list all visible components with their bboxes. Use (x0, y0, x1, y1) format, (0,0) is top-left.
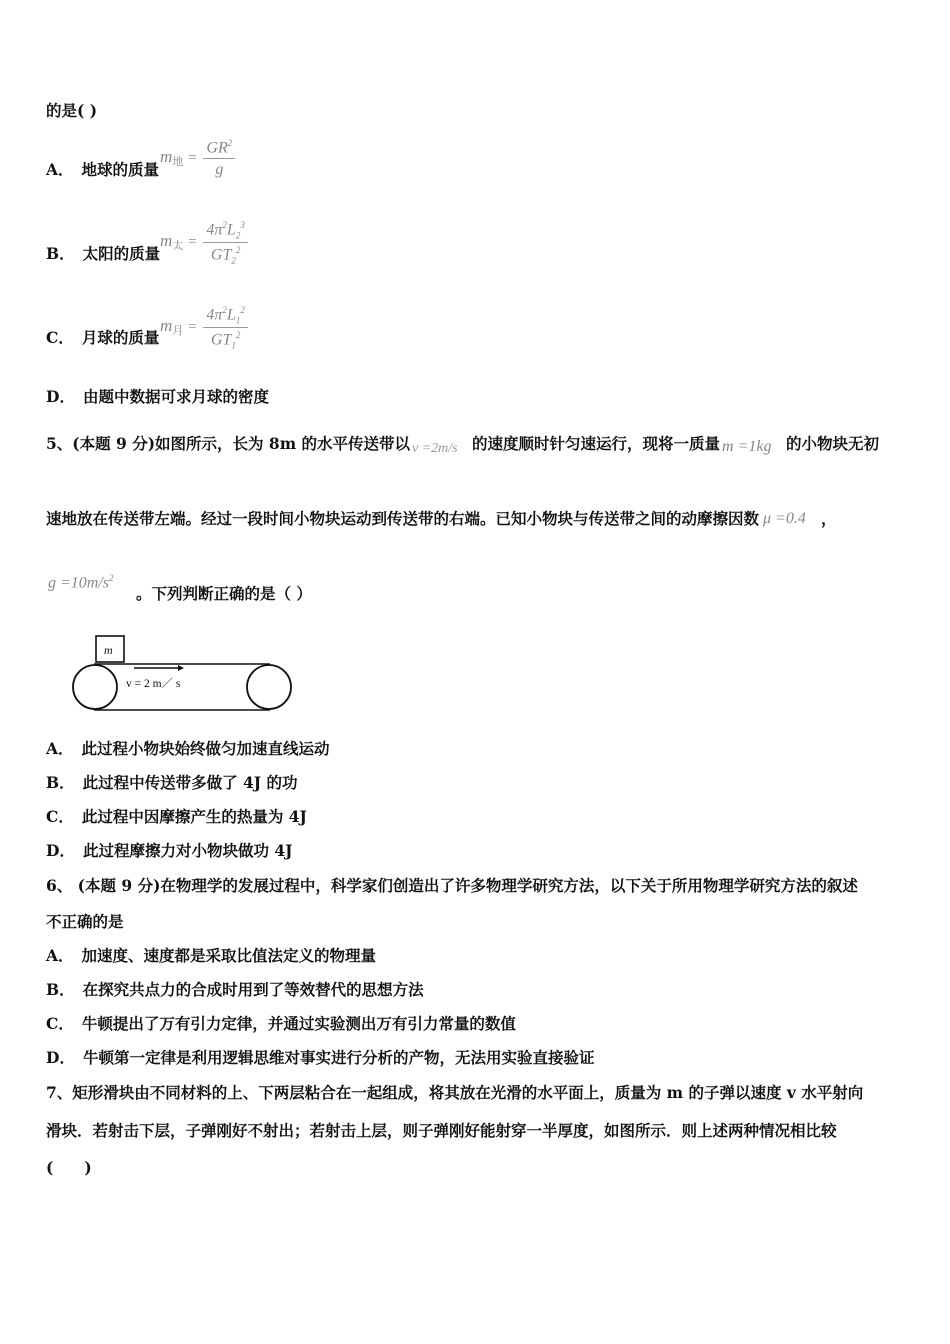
q4-option-a (46, 160, 159, 180)
q6-option-d: D． 牛顿第一定律是利用逻辑思维对事实进行分析的产物，无法用实验直接验证 (46, 1048, 595, 1067)
q4-option-a-formula: $m_地$ = $\frac{GR^2}{g}$ (160, 138, 235, 179)
q4-option-c (46, 328, 159, 348)
q4-option-d (46, 387, 269, 407)
velocity-arrowhead (178, 665, 184, 671)
speed-label: v = 2 m／ s (126, 678, 181, 690)
q5-line3: 。下列判断正确的是（ ） (136, 584, 312, 603)
q4-option-c-formula: $m_月$ = $\frac{4\pi^2L_1^2}{GT_1^2}$ (160, 305, 248, 350)
option-text: 太阳的质量 (82, 244, 161, 263)
option-text: 地球的质量 (81, 160, 160, 179)
q5-option-b: B． 此过程中传送带多做了 4J 的功 (46, 773, 298, 792)
q6-line1: 6、 (本题 9 分)在物理学的发展过程中，科学家们创造出了许多物理学研究方法，以下关于所用物理学研究方法的叙述 (46, 876, 858, 895)
block-label: m (104, 643, 113, 657)
right-pulley (247, 665, 291, 709)
q6-line2: 不正确的是 (46, 912, 124, 931)
q7-line3: ( ) (46, 1158, 92, 1177)
q5-line1: 5、(本题 9 分)如图所示，长为 8m 的水平传送带以 v =2m/s 的速度顺时针匀速运行，现将一质量 m =1kg 的小物块无初 (46, 434, 880, 456)
q6-option-c: C． 牛顿提出了万有引力定律，并通过实验测出万有引力常量的数值 (46, 1014, 516, 1033)
option-letter: B． (46, 244, 75, 263)
option-text: 月球的质量 (81, 328, 160, 347)
q5-line2: 速地放在传送带左端。经过一段时间小物块运动到传送带的右端。已知小物块与传送带之间的动摩擦因数 μ =0.4 ， (46, 509, 837, 528)
option-letter: A． (46, 160, 74, 179)
q4-option-b-formula: $m_太$ = $\frac{4\pi^2L_2^3}{GT_2^2}$ (160, 220, 248, 265)
q6-option-a: A． 加速度、速度都是采取比值法定义的物理量 (46, 946, 377, 965)
conveyor-belt-figure (66, 630, 302, 716)
q5-g-expr: $g =10m/s^2$ (48, 573, 114, 592)
q6-option-b: B． 在探究共点力的合成时用到了等效替代的思想方法 (46, 980, 424, 999)
q5-option-c: C． 此过程中因摩擦产生的热量为 4J (46, 807, 307, 826)
q7-line1: 7、矩形滑块由不同材料的上、下两层粘合在一起组成，将其放在光滑的水平面上，质量为 m 的子弹以速度 v 水平射向 (46, 1083, 864, 1102)
q4-stem-tail: 的是( ) (46, 101, 98, 120)
option-letter: C． (46, 328, 74, 347)
q7-line2: 滑块．若射击下层，子弹刚好不射出；若射击上层，则子弹刚好能射穿一半厚度，如图所示．则上述两种情况相比较 (46, 1121, 837, 1140)
q5-option-d: D． 此过程摩擦力对小物块做功 4J (46, 841, 293, 860)
q4-option-b (46, 244, 160, 264)
left-pulley (73, 665, 117, 709)
option-text: 由题中数据可求月球的密度 (82, 387, 269, 406)
q5-option-a: A． 此过程小物块始终做匀加速直线运动 (46, 739, 330, 758)
option-letter: D． (46, 387, 75, 406)
